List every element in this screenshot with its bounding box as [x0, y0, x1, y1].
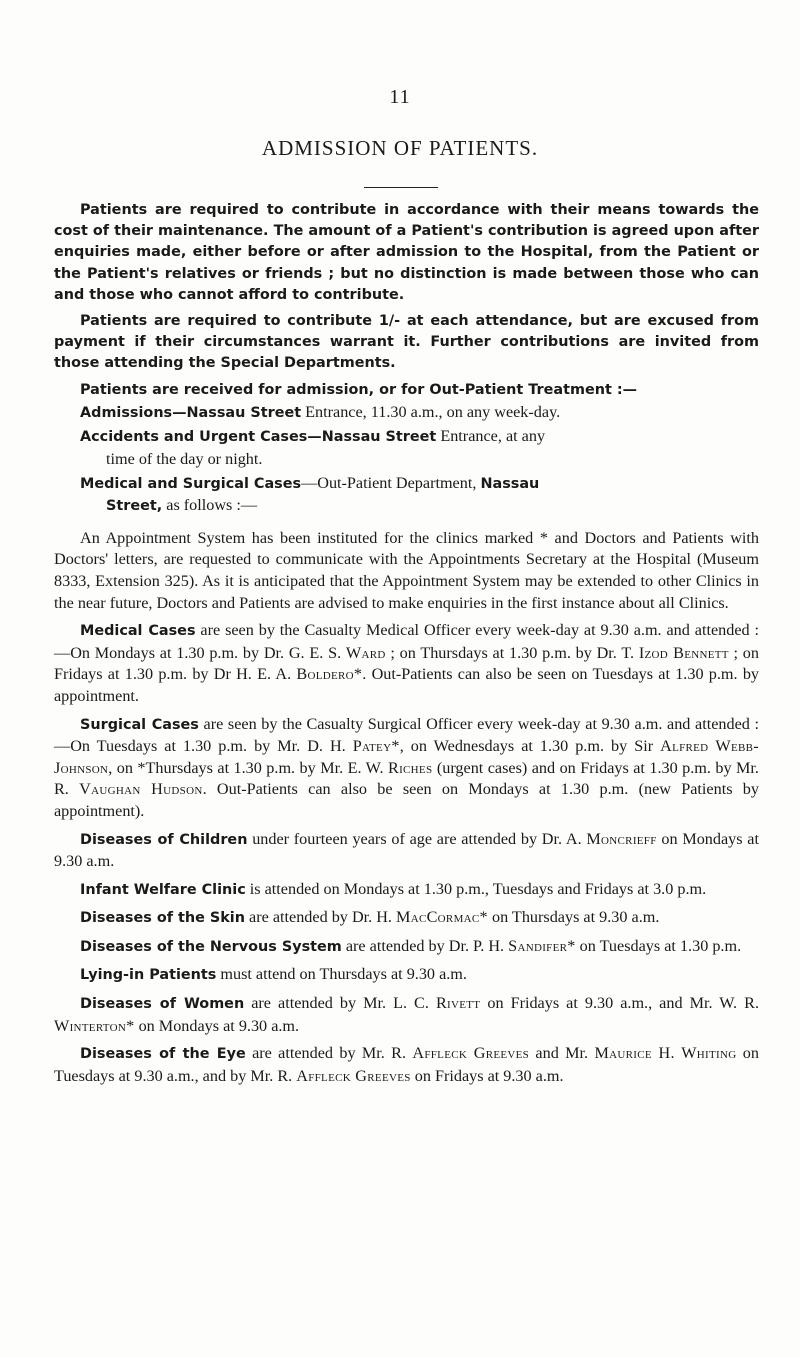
women-text: on Fridays at 9.30 a.m., and Mr. W. R. — [480, 994, 759, 1013]
page-title: ADMISSION OF PATIENTS. — [261, 136, 539, 160]
medical-surgical-continuation — [80, 495, 759, 518]
accidents-text: Entrance, at any — [436, 427, 546, 446]
surgical-cases-text: . Out-Patients can also be seen on Mondays at 1.30 p.m. (new Patients by appointment). — [54, 780, 759, 820]
contribution-paragraph: Patients are required to contribute in accordance with their means towards the cost of their maintenance. The amount of a Patient's contribution is agreed upon after enquiries made, either before or after admission to the Hospital, from the Patient or the Patient's relatives or friends ; but no distinction is made between those who can and those who cannot afford to contribute. — [54, 202, 759, 303]
skin-section — [54, 907, 759, 930]
infant-welfare-text: is attended on Mondays at 1.30 p.m., Tuesdays and Fridays at 3.0 p.m. — [245, 879, 707, 898]
nervous-system-section — [54, 936, 759, 959]
eye-text: and Mr. — [529, 1044, 595, 1063]
surgical-cases-section — [54, 714, 759, 823]
eye-label: Diseases of the Eye — [80, 1046, 246, 1063]
surgical-cases-label: Surgical Cases — [80, 716, 199, 733]
admissions-label: Admissions—Nassau Street — [80, 404, 302, 421]
doctor-name: Patey* — [352, 737, 400, 756]
children-text: under fourteen years of age are attended by Dr. A. — [247, 829, 587, 848]
skin-text: on Thursdays at 9.30 a.m. — [487, 908, 660, 927]
medical-surgical-label2: Nassau — [480, 475, 540, 492]
accidents-label: Accidents and Urgent Cases—Nassau Street — [80, 429, 437, 446]
doctor-name: Winterton* — [54, 1016, 135, 1035]
nervous-system-text: are attended by Dr. P. H. — [341, 936, 509, 955]
doctor-name: Affleck Greeves — [296, 1066, 411, 1085]
accidents-continuation: time of the day or night. — [106, 450, 263, 469]
doctor-name: Affleck Greeves — [412, 1044, 530, 1063]
lying-in-text: must attend on Thursdays at 9.30 a.m. — [216, 965, 467, 984]
medical-cases-label: Medical Cases — [80, 623, 196, 640]
children-section — [54, 829, 759, 873]
eye-text: are attended by Mr. R. — [245, 1044, 413, 1063]
accidents-entry — [54, 426, 759, 470]
medical-cases-text: ; on Fridays at 1.30 p.m. by Dr H. E. A. — [54, 643, 759, 684]
skin-label: Diseases of the Skin — [80, 910, 245, 927]
children-text: on Mondays at 9.30 a.m. — [54, 829, 759, 871]
page-body — [54, 200, 759, 1093]
medical-cases-text: ; on Thursdays at 1.30 p.m. by Dr. T. — [385, 643, 639, 662]
medical-cases-text: . Out-Patients can also be seen on Tuesdays at 1.30 p.m. by appointment. — [54, 665, 760, 705]
skin-text: are attended by Dr. H. — [244, 908, 397, 927]
title-rule — [364, 187, 438, 188]
attendance-paragraph: Patients are required to contribute 1/- at each attendance, but are excused from payment if their circumstances warrant it. Further contributions are invited from those attending the Special Departments. — [54, 313, 759, 372]
lying-in-section — [54, 964, 759, 987]
nervous-system-label: Diseases of the Nervous System — [80, 938, 342, 955]
as-follows-text: as follows :— — [162, 496, 258, 515]
doctor-name: Alfred Webb-Johnson — [54, 737, 759, 777]
received-intro: Patients are received for admission, or for Out-Patient Treatment :— — [80, 381, 637, 398]
street-label: Street, — [106, 498, 163, 515]
doctor-name: Riches — [387, 758, 433, 777]
doctor-name: Vaughan Hudson — [79, 780, 203, 799]
infant-welfare-label: Infant Welfare Clinic — [80, 881, 246, 898]
doctor-name: Ward — [345, 643, 386, 662]
surgical-cases-text: , on Wednesdays at 1.30 p.m. by Sir — [399, 737, 661, 756]
medical-surgical-entry — [54, 473, 759, 518]
admissions-text: Entrance, 11.30 a.m., on any week-day. — [301, 402, 561, 421]
medical-cases-text: are seen by the Casualty Medical Officer every week-day at 9.30 a.m. and attended :—On Mondays at 1.30 p.m. by Dr. G. E. S. — [54, 621, 759, 662]
women-section — [54, 993, 759, 1037]
doctor-name: Moncrieff — [586, 829, 657, 848]
doctor-name: Rivett — [435, 994, 481, 1013]
eye-text: on Tuesdays at 9.30 a.m., and by Mr. R. — [54, 1044, 759, 1085]
women-text: are attended by Mr. L. C. — [244, 994, 436, 1013]
children-label: Diseases of Children — [80, 831, 248, 848]
doctor-name: Sandifer* — [508, 936, 576, 955]
infant-welfare-section — [54, 879, 759, 902]
lying-in-label: Lying-in Patients — [80, 967, 217, 984]
surgical-cases-text: are seen by the Casualty Surgical Officer every week-day at 9.30 a.m. and attended :—On Tuesdays at 1.30 p.m. by Mr. D. H. — [54, 714, 759, 756]
doctor-name: Maurice H. Whiting — [594, 1044, 737, 1063]
medical-cases-section — [54, 620, 759, 707]
eye-text: on Fridays at 9.30 a.m. — [410, 1066, 564, 1085]
doctor-name: MacCormac* — [396, 908, 488, 927]
surgical-cases-text: , on *Thursdays at 1.30 p.m. by Mr. E. W. — [108, 758, 388, 777]
page-number: 11 — [389, 86, 411, 108]
doctor-name: Izod Bennett — [638, 643, 729, 662]
nervous-system-text: on Tuesdays at 1.30 p.m. — [575, 936, 742, 955]
eye-section — [54, 1043, 759, 1087]
women-text: on Mondays at 9.30 a.m. — [134, 1016, 300, 1035]
admissions-entry — [54, 402, 759, 425]
doctor-name: Boldero* — [296, 665, 363, 684]
medical-surgical-text: —Out-Patient Department, — [301, 473, 481, 492]
women-label: Diseases of Women — [80, 996, 245, 1013]
medical-surgical-label: Medical and Surgical Cases — [80, 475, 302, 492]
appointment-paragraph: An Appointment System has been instituted for the clinics marked * and Doctors and Patients with Doctors' letters, are requested to communicate with the Appointments Secretary at the Hospital (Museum 8333, Extension 325). As it is anticipated that the Appointment System may be extended to other Clinics in the near future, Doctors and Patients are advised to make enquiries in the first instance about all Clinics. — [54, 528, 759, 612]
surgical-cases-text: (urgent cases) and on Fridays at 1.30 p.m. by Mr. R. — [54, 758, 759, 799]
